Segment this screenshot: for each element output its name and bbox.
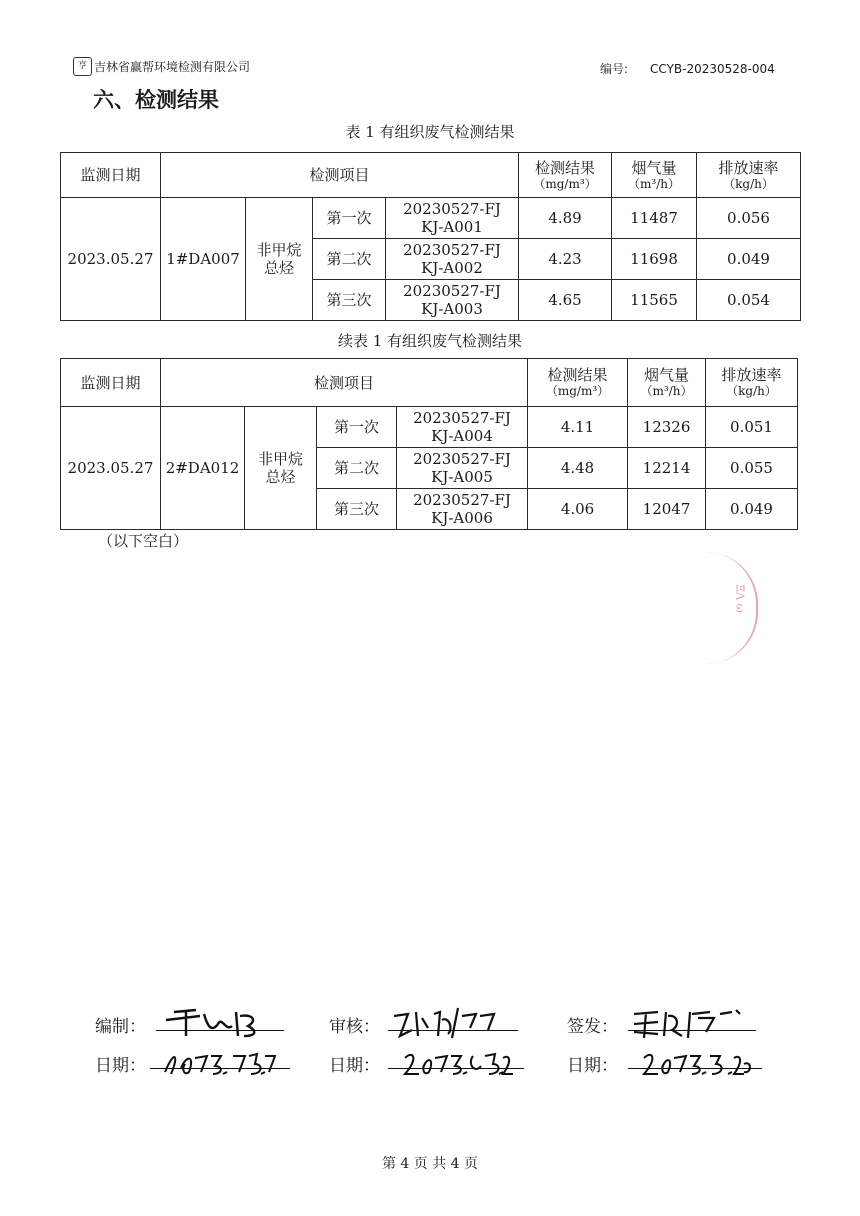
- handwritten-date-icon: [150, 1044, 290, 1078]
- table-caption: 续表 1 有组织废气检测结果: [337, 332, 523, 350]
- cell-date: 2023.05.27: [61, 407, 161, 530]
- cell-flow: 12047: [628, 489, 706, 530]
- cell-rate: 0.049: [706, 489, 798, 530]
- cell-point: 1#DA007: [161, 198, 246, 321]
- cell-flow: 11698: [612, 239, 697, 280]
- compiler-signature: [156, 1006, 284, 1031]
- handwritten-signature-icon: [156, 1006, 274, 1040]
- header-flow: 烟气量 （m³/h）: [612, 153, 697, 198]
- handwritten-signature-icon: [388, 1006, 506, 1040]
- company-logo: 亨: [73, 57, 92, 76]
- cell-sample: 20230527-FJKJ-A006: [397, 489, 528, 530]
- cell-sample: 20230527-FJKJ-A002: [386, 239, 519, 280]
- table-row: [61, 198, 801, 239]
- cell-rate: 0.055: [706, 448, 798, 489]
- compiler-label: 编制：: [95, 1017, 146, 1037]
- cell-flow: 12326: [628, 407, 706, 448]
- page-number: 第 4 页 共 4 页: [381, 1156, 479, 1172]
- handwritten-signature-icon: [628, 1006, 746, 1040]
- table-caption: 表 1 有组织废气检测结果: [345, 123, 515, 141]
- header-date: 监测日期: [61, 153, 161, 198]
- compile-date-handwritten: [150, 1044, 290, 1069]
- cell-times: 第三次: [317, 489, 397, 530]
- cell-result: 4.48: [528, 448, 628, 489]
- header-result: 检测结果 （mg/m³）: [528, 359, 628, 407]
- approver-signature: [628, 1006, 756, 1031]
- cell-point: 2#DA012: [161, 407, 245, 530]
- handwritten-date-icon: [628, 1044, 762, 1078]
- cell-result: 4.65: [519, 280, 612, 321]
- cell-rate: 0.056: [697, 198, 801, 239]
- review-date-handwritten: [388, 1044, 524, 1069]
- header-flow: 烟气量 （m³/h）: [628, 359, 706, 407]
- cell-times: 第一次: [317, 407, 397, 448]
- cell-sample: 20230527-FJKJ-A003: [386, 280, 519, 321]
- report-number: [600, 60, 775, 77]
- cell-times: 第一次: [313, 198, 386, 239]
- cell-sample: 20230527-FJKJ-A005: [397, 448, 528, 489]
- cell-sample: 20230527-FJKJ-A004: [397, 407, 528, 448]
- reviewer-label: 审核：: [329, 1017, 380, 1037]
- approve-date-handwritten: [628, 1044, 762, 1069]
- header-item: 检测项目: [161, 153, 519, 198]
- header-item: 检测项目: [161, 359, 528, 407]
- report-number-label: 编号:: [600, 62, 629, 76]
- report-number-value: CCYB-20230528-004: [650, 62, 775, 76]
- approve-date-label: 日期：: [567, 1056, 618, 1076]
- cell-result: 4.89: [519, 198, 612, 239]
- section-title: 六、检测结果: [93, 88, 219, 112]
- handwritten-date-icon: [388, 1044, 524, 1078]
- cell-pollutant: 非甲烷总烃: [245, 407, 317, 530]
- cell-rate: 0.049: [697, 239, 801, 280]
- review-date-label: 日期：: [329, 1056, 380, 1076]
- approver-label: 签发：: [567, 1017, 618, 1037]
- cell-flow: 11565: [612, 280, 697, 321]
- table-header-row: [61, 153, 801, 198]
- cell-flow: 12214: [628, 448, 706, 489]
- company-name: 吉林省赢帮环境检测有限公司: [94, 60, 251, 74]
- cell-times: 第三次: [313, 280, 386, 321]
- cell-date: 2023.05.27: [61, 198, 161, 321]
- cell-rate: 0.051: [706, 407, 798, 448]
- cell-pollutant: 非甲烷总烃: [246, 198, 313, 321]
- cell-rate: 0.054: [697, 280, 801, 321]
- cell-flow: 11487: [612, 198, 697, 239]
- header-rate: 排放速率 （kg/h）: [706, 359, 798, 407]
- seal-stamp: ΞΛ ω: [706, 552, 758, 664]
- header-result: 检测结果 （mg/m³）: [519, 153, 612, 198]
- cell-times: 第二次: [313, 239, 386, 280]
- table-row: [61, 407, 798, 448]
- header-rate: 排放速率 （kg/h）: [697, 153, 801, 198]
- results-table-2: [60, 358, 798, 530]
- blank-below-note: （以下空白）: [98, 532, 189, 550]
- cell-result: 4.11: [528, 407, 628, 448]
- header-date: 监测日期: [61, 359, 161, 407]
- cell-result: 4.23: [519, 239, 612, 280]
- cell-times: 第二次: [317, 448, 397, 489]
- compile-date-label: 日期：: [95, 1056, 146, 1076]
- cell-result: 4.06: [528, 489, 628, 530]
- table-header-row: [61, 359, 798, 407]
- cell-sample: 20230527-FJKJ-A001: [386, 198, 519, 239]
- results-table-1: [60, 152, 801, 321]
- reviewer-signature: [388, 1006, 518, 1031]
